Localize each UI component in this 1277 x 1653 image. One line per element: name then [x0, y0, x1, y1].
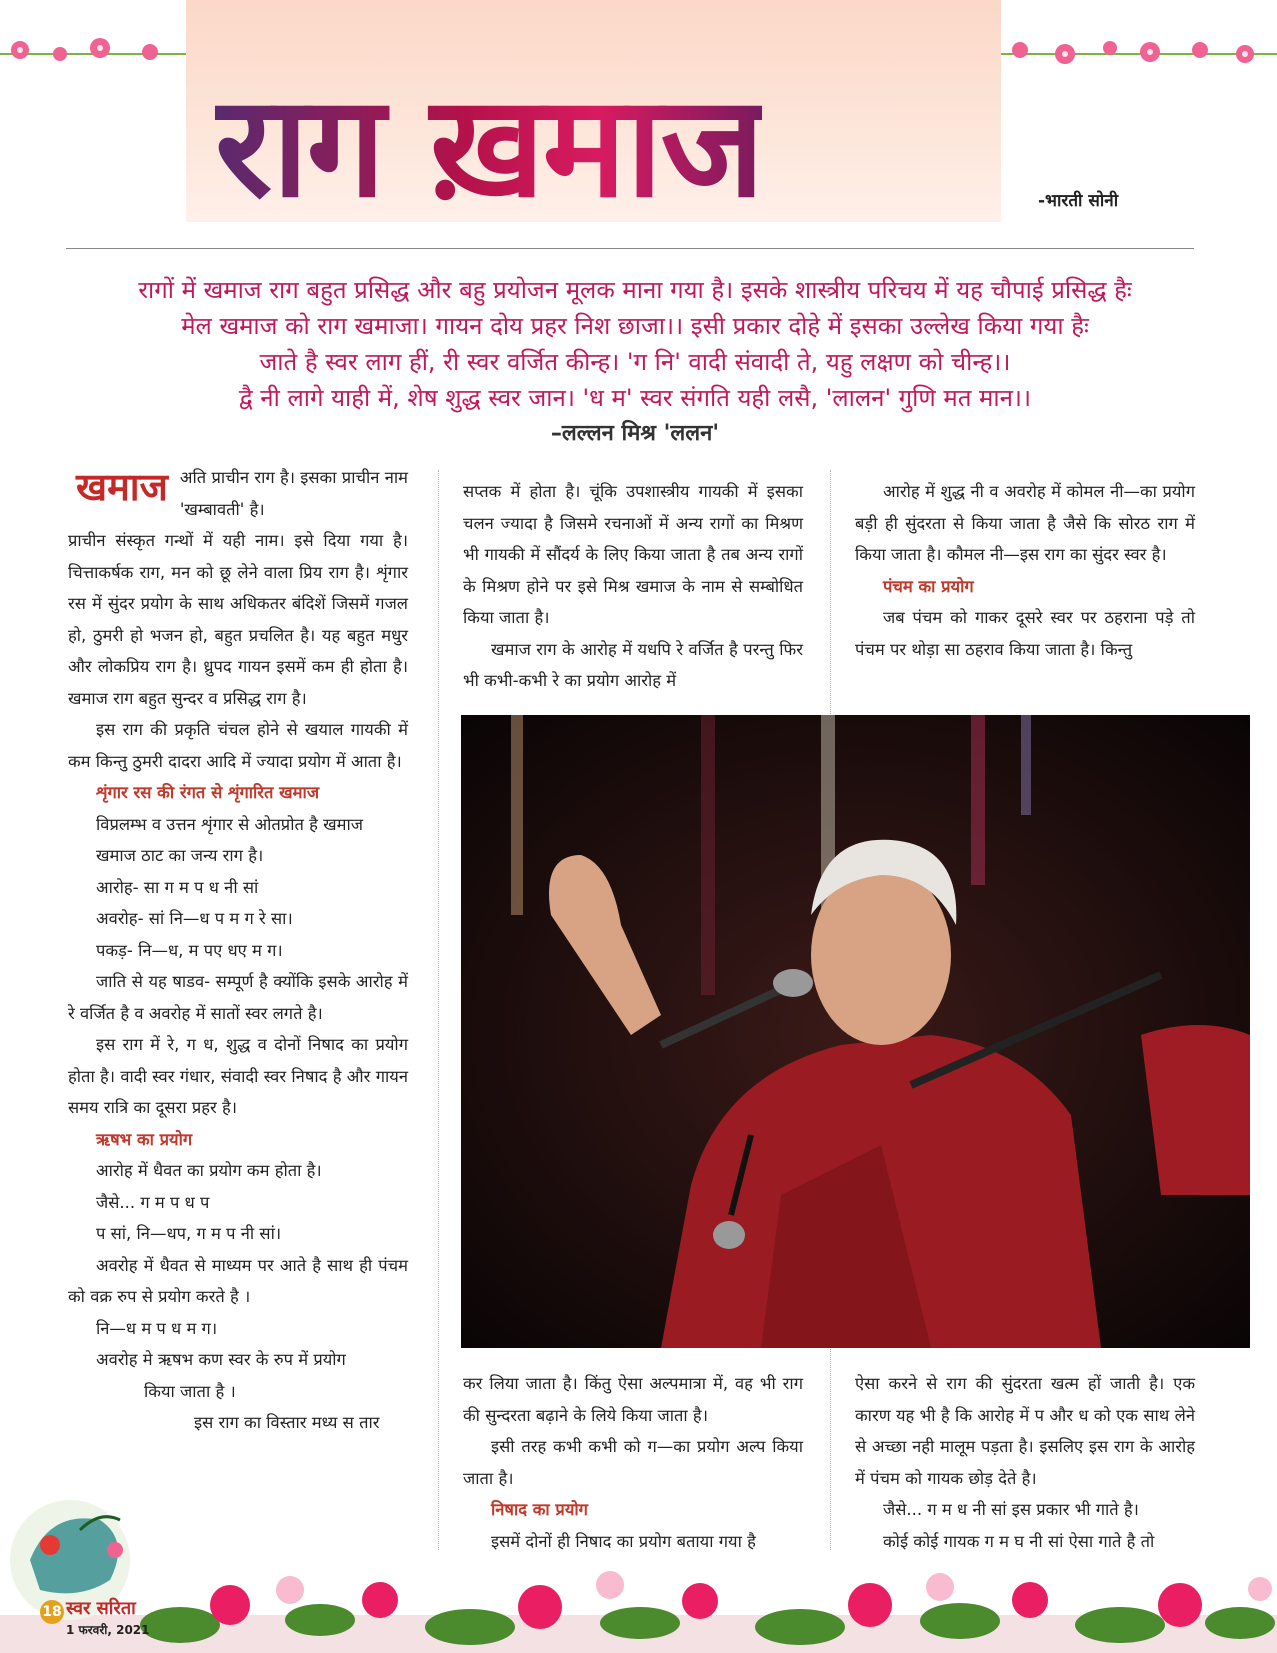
line: जैसे... ग म ध नी सां इस प्रकार भी गाते है।: [883, 1500, 1139, 1519]
column-separator: [438, 470, 439, 1550]
drop-word: खमाज: [76, 465, 168, 509]
line: खमाज ठाट का जन्य राग है।: [96, 846, 264, 865]
line: इस राग का विस्तार मध्य स तार: [194, 1413, 380, 1432]
column-2-top: [463, 476, 803, 697]
issue-date: 1 फरवरी, 2021: [66, 1623, 150, 1637]
line: कोई कोई गायक ग म घ नी सां ऐसा गाते है तो: [883, 1531, 1155, 1551]
divider: [66, 248, 1194, 249]
poem-line: रागों में खमाज राग बहुत प्रसिद्ध और बहु प्रयोजन मूलक माना गया है। इसके शास्त्रीय परिचय में यह चौपाई प्रसिद्ध हैः: [138, 276, 1132, 304]
paragraph: अवरोह मे ऋषभ कण स्वर के रुप में प्रयोग: [96, 1350, 346, 1369]
section-heading: निषाद का प्रयोग: [491, 1500, 588, 1519]
paragraph: प्राचीन संस्कृत गन्थों में यही नाम। इसे दिया गया है। चित्ताकर्षक राग, मन को छू लेने वाला प्रिय राग है। शृंगार रस में सुंदर प्रयोग के साथ अधिकतर बंदिशें जिसमें गजल हो, ठुमरी हो भजन हो, बहुत प्रचलित है। यह बहुत मधुर और लोकप्रिय राग है। ध्रुपद गायन इसमें कम ही होता है। खमाज राग बहुत सुन्दर व प्रसिद्ध राग है।: [68, 531, 408, 708]
paragraph: खमाज राग के आरोह में यधपि रे वर्जित है परन्तु फिर भी कभी-कभी रे का प्रयोग आरोह में: [463, 639, 803, 690]
section-heading: पंचम का प्रयोग: [883, 576, 974, 596]
line: पकड़- नि—ध, म पए धए म ग।: [96, 940, 283, 960]
section-heading: ऋषभ का प्रयोग: [96, 1129, 193, 1149]
line: विप्रलम्भ व उत्तन शृंगार से ओतप्रोत है खमाज: [96, 814, 364, 834]
paragraph: ऐसा करने से राग की सुंदरता खत्म हों जाती है। एक कारण यह भी है कि आरोह में प और ध को एक साथ लेने से अच्छा नही मालूम पड़ता है। इसलिए इस राग के आरोह में पंचम को गायक छोड़ देते है।: [855, 1374, 1195, 1488]
intro-poem: [60, 272, 1210, 452]
paragraph: अवरोह में धैवत से माध्यम पर आते है साथ ही पंचम को वक्र रुप से प्रयोग करते है ।: [68, 1255, 408, 1306]
line: आरोह में धैवत का प्रयोग कम होता है।: [96, 1161, 322, 1180]
magazine-name: स्वर सरिता: [66, 1598, 136, 1619]
line: किया जाता है ।: [144, 1381, 236, 1401]
paragraph: अति प्राचीन राग है। इसका प्राचीन नाम 'खम्बावती' है।: [179, 468, 408, 519]
paragraph: जाति से यह षाडव- सम्पूर्ण है क्योंकि इसके आरोह में रे वर्जित है व अवरोह में सातों स्वर लगते है।: [68, 972, 408, 1023]
paragraph: जब पंचम को गाकर दूसरे स्वर पर ठहराना पड़े तो पंचम पर थोड़ा सा ठहराव किया जाता है। किन्तु: [855, 608, 1195, 659]
paragraph: सप्तक में होता है। चूंकि उपशास्त्रीय गायकी में इसका चलन ज्यादा है जिसमे रचनाओं में अन्य रागों का मिश्रण भी गायकी में सौंदर्य के लिए किया जाता है तब अन्य रागों के मिश्रण होने पर इसे मिश्र खमाज के नाम से सम्बोधित किया जाता है।: [463, 482, 803, 627]
column-2-bottom: [463, 1368, 803, 1557]
page-title: राग ख़माज: [215, 65, 763, 229]
paragraph: इसी तरह कभी कभी को ग—का प्रयोग अल्प किया जाता है।: [463, 1437, 803, 1488]
line: अवरोह- सां नि—ध प म ग रे सा।: [96, 909, 293, 928]
column-1: [68, 462, 408, 1439]
singer-photo: [461, 715, 1250, 1348]
column-3-bottom: [855, 1368, 1195, 1557]
author-byline: -भारती सोनी: [1038, 191, 1119, 211]
poem-line: द्वै नी लागे याही में, शेष शुद्ध स्वर जान। 'ध म' स्वर संगति यही लसै, 'लालन' गुणि मत मान।।: [238, 384, 1032, 412]
paragraph: कर लिया जाता है। किंतु ऐसा अल्पमात्रा में, वह भी राग की सुन्दरता बढ़ाने के लिये किया जाता है।: [463, 1374, 803, 1425]
poem-line: जाते है स्वर लाग हीं, री स्वर वर्जित कीन्ह। 'ग नि' वादी संवादी ते, यहु लक्षण को चीन्ह।।: [259, 348, 1011, 376]
paragraph: आरोह में शुद्ध नी व अवरोह में कोमल नी—का प्रयोग बड़ी ही सुंदरता से किया जाता है जैसे कि सोरठ राग में किया जाता है। कौमल नी—इस राग का सुंदर स्वर है।: [855, 482, 1195, 564]
paragraph: इस राग की प्रकृति चंचल होने से खयाल गायकी में कम किन्तु ठुमरी दादरा आदि में ज्यादा प्रयोग में आता है।: [68, 720, 408, 771]
paragraph: इस राग में रे, ग ध, शुद्ध व दोनों निषाद का प्रयोग होता है। वादी स्वर गंधार, संवादी स्वर निषाद है और गायन समय रात्रि का दूसरा प्रहर है।: [68, 1035, 408, 1117]
page-number: 18: [40, 1600, 64, 1624]
poem-line: मेल खमाज को राग खमाजा। गायन दोय प्रहर निश छाजा।। इसी प्रकार दोहे में इसका उल्लेख किया गया हैः: [181, 312, 1089, 340]
line: नि—ध म प ध म ग।: [96, 1318, 218, 1338]
poem-attribution: –लल्लन मिश्र 'ललन': [550, 421, 720, 446]
column-3-top: [855, 476, 1195, 665]
section-heading: शृंगार रस की रंगत से शृंगारित खमाज: [96, 783, 320, 802]
line: प सां, नि—धप, ग म प नी सां।: [96, 1224, 282, 1243]
line: आरोह- सा ग म प ध नी सां: [96, 877, 259, 897]
line: जैसे... ग म प ध प: [96, 1192, 210, 1212]
paragraph: इसमें दोनों ही निषाद का प्रयोग बताया गया है: [491, 1531, 756, 1551]
floral-border-bottom: [0, 1545, 1277, 1653]
